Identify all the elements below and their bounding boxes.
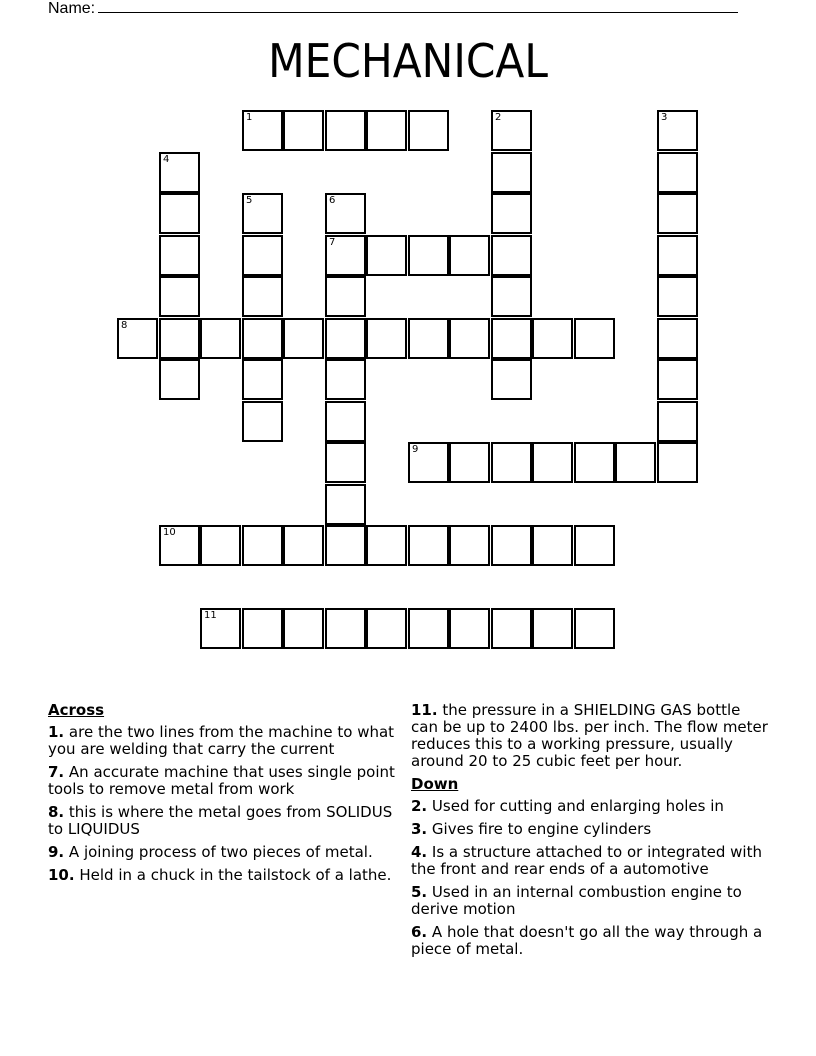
across-heading: Across: [48, 701, 105, 719]
grid-cell[interactable]: [657, 276, 698, 317]
grid-cell[interactable]: [325, 110, 366, 151]
clue-text: Gives fire to engine cylinders: [431, 820, 652, 838]
clue-across-10: [48, 867, 398, 884]
grid-cell[interactable]: [366, 318, 407, 359]
clue-text: are the two lines from the machine to what you are welding that carry the current: [48, 723, 395, 758]
clue-across-11: [411, 702, 771, 770]
cell-number: 6: [329, 195, 336, 206]
clue-down-6: [411, 924, 771, 958]
grid-cell[interactable]: [325, 359, 366, 400]
grid-cell[interactable]: [283, 525, 324, 566]
grid-cell[interactable]: [283, 608, 324, 649]
grid-cell[interactable]: [242, 608, 283, 649]
grid-cell[interactable]: [574, 318, 615, 359]
grid-cell[interactable]: [200, 525, 241, 566]
grid-cell[interactable]: [159, 193, 200, 234]
grid-cell[interactable]: [657, 401, 698, 442]
grid-cell[interactable]: [200, 608, 241, 649]
clue-text: Held in a chuck in the tailstock of a lathe.: [79, 866, 392, 884]
grid-cell[interactable]: [491, 152, 532, 193]
clue-text: Used in an internal combustion engine to derive motion: [411, 883, 742, 918]
grid-cell[interactable]: [325, 193, 366, 234]
clue-number: 3.: [411, 820, 428, 838]
clue-across-1: [48, 724, 398, 758]
grid-cell[interactable]: [491, 276, 532, 317]
grid-cell[interactable]: [159, 318, 200, 359]
grid-cell[interactable]: [159, 235, 200, 276]
cell-number: 7: [329, 237, 336, 248]
grid-cell[interactable]: [408, 110, 449, 151]
grid-cell[interactable]: [159, 359, 200, 400]
clue-number: 1.: [48, 723, 65, 741]
grid-cell[interactable]: [408, 525, 449, 566]
clue-text: A hole that doesn't go all the way through a piece of metal.: [411, 923, 763, 958]
grid-cell[interactable]: [657, 235, 698, 276]
cell-number: 5: [246, 195, 253, 206]
grid-cell[interactable]: [491, 235, 532, 276]
grid-cell[interactable]: [117, 318, 158, 359]
clue-number: 6.: [411, 923, 428, 941]
grid-cell[interactable]: [532, 608, 573, 649]
clue-text: the pressure in a SHIELDING GAS bottle can be up to 2400 lbs. per inch. The flow meter reduces this to a working pressure, usually around 20 to 25 cubic feet per hour.: [411, 701, 768, 770]
grid-cell[interactable]: [657, 442, 698, 483]
cell-number: 1: [246, 112, 253, 123]
clue-number: 7.: [48, 763, 65, 781]
grid-cell[interactable]: [159, 525, 200, 566]
clue-text: Is a structure attached to or integrated with the front and rear ends of a automotive: [411, 843, 762, 878]
clue-number: 11.: [411, 701, 438, 719]
grid-cell[interactable]: [325, 525, 366, 566]
grid-cell[interactable]: [491, 442, 532, 483]
cell-number: 11: [204, 610, 217, 621]
grid-cell[interactable]: [491, 359, 532, 400]
clue-number: 2.: [411, 797, 428, 815]
clue-text: Used for cutting and enlarging holes in: [431, 797, 724, 815]
grid-cell[interactable]: [532, 525, 573, 566]
clue-number: 9.: [48, 843, 65, 861]
grid-cell[interactable]: [657, 359, 698, 400]
grid-cell[interactable]: [366, 110, 407, 151]
clue-text: this is where the metal goes from SOLIDUS to LIQUIDUS: [48, 803, 393, 838]
grid-cell[interactable]: [532, 442, 573, 483]
grid-cell[interactable]: [574, 608, 615, 649]
grid-cell[interactable]: [159, 276, 200, 317]
grid-cell[interactable]: [408, 318, 449, 359]
grid-cell[interactable]: [242, 110, 283, 151]
cell-number: 9: [412, 444, 419, 455]
cell-number: 10: [163, 527, 176, 538]
grid-cell[interactable]: [242, 401, 283, 442]
grid-cell[interactable]: [366, 235, 407, 276]
clue-number: 8.: [48, 803, 65, 821]
grid-cell[interactable]: [159, 152, 200, 193]
clue-down-4: [411, 844, 771, 878]
grid-cell[interactable]: [325, 318, 366, 359]
grid-cell[interactable]: [449, 235, 490, 276]
grid-cell[interactable]: [242, 235, 283, 276]
clue-number: 4.: [411, 843, 428, 861]
grid-cell[interactable]: [408, 235, 449, 276]
name-label: Name:: [48, 0, 96, 17]
grid-cell[interactable]: [449, 442, 490, 483]
grid-cell[interactable]: [242, 193, 283, 234]
down-heading: Down: [411, 775, 459, 793]
grid-cell[interactable]: [657, 318, 698, 359]
grid-cell[interactable]: [574, 442, 615, 483]
page-title: MECHANICAL: [268, 34, 548, 88]
clues-column-right: [411, 702, 771, 964]
grid-cell[interactable]: [449, 608, 490, 649]
cell-number: 2: [495, 112, 502, 123]
grid-cell[interactable]: [366, 608, 407, 649]
grid-cell[interactable]: [408, 608, 449, 649]
clue-number: 5.: [411, 883, 428, 901]
cell-number: 8: [121, 320, 128, 331]
grid-cell[interactable]: [574, 525, 615, 566]
clue-across-8: [48, 804, 398, 838]
grid-cell[interactable]: [366, 525, 407, 566]
clue-across-9: [48, 844, 398, 861]
grid-cell[interactable]: [325, 235, 366, 276]
clues-column-left: [48, 702, 398, 890]
clue-text: An accurate machine that uses single point tools to remove metal from work: [48, 763, 395, 798]
grid-cell[interactable]: [283, 110, 324, 151]
grid-cell[interactable]: [491, 525, 532, 566]
grid-cell[interactable]: [325, 608, 366, 649]
grid-cell[interactable]: [283, 318, 324, 359]
grid-cell[interactable]: [325, 276, 366, 317]
grid-cell[interactable]: [325, 484, 366, 525]
clue-text: A joining process of two pieces of metal.: [68, 843, 373, 861]
clue-down-3: [411, 821, 771, 838]
grid-cell[interactable]: [325, 442, 366, 483]
clue-down-5: [411, 884, 771, 918]
grid-cell[interactable]: [242, 276, 283, 317]
grid-cell[interactable]: [408, 442, 449, 483]
grid-cell[interactable]: [242, 359, 283, 400]
cell-number: 4: [163, 154, 170, 165]
clue-down-2: [411, 798, 771, 815]
cell-number: 3: [661, 112, 668, 123]
grid-cell[interactable]: [615, 442, 656, 483]
grid-cell[interactable]: [532, 318, 573, 359]
grid-cell[interactable]: [491, 608, 532, 649]
grid-cell[interactable]: [449, 318, 490, 359]
grid-cell[interactable]: [657, 193, 698, 234]
grid-cell[interactable]: [200, 318, 241, 359]
clue-across-7: [48, 764, 398, 798]
grid-cell[interactable]: [657, 110, 698, 151]
grid-cell[interactable]: [491, 110, 532, 151]
grid-cell[interactable]: [449, 525, 490, 566]
grid-cell[interactable]: [491, 318, 532, 359]
grid-cell[interactable]: [325, 401, 366, 442]
grid-cell[interactable]: [491, 193, 532, 234]
grid-cell[interactable]: [242, 318, 283, 359]
clue-number: 10.: [48, 866, 75, 884]
grid-cell[interactable]: [657, 152, 698, 193]
grid-cell[interactable]: [242, 525, 283, 566]
